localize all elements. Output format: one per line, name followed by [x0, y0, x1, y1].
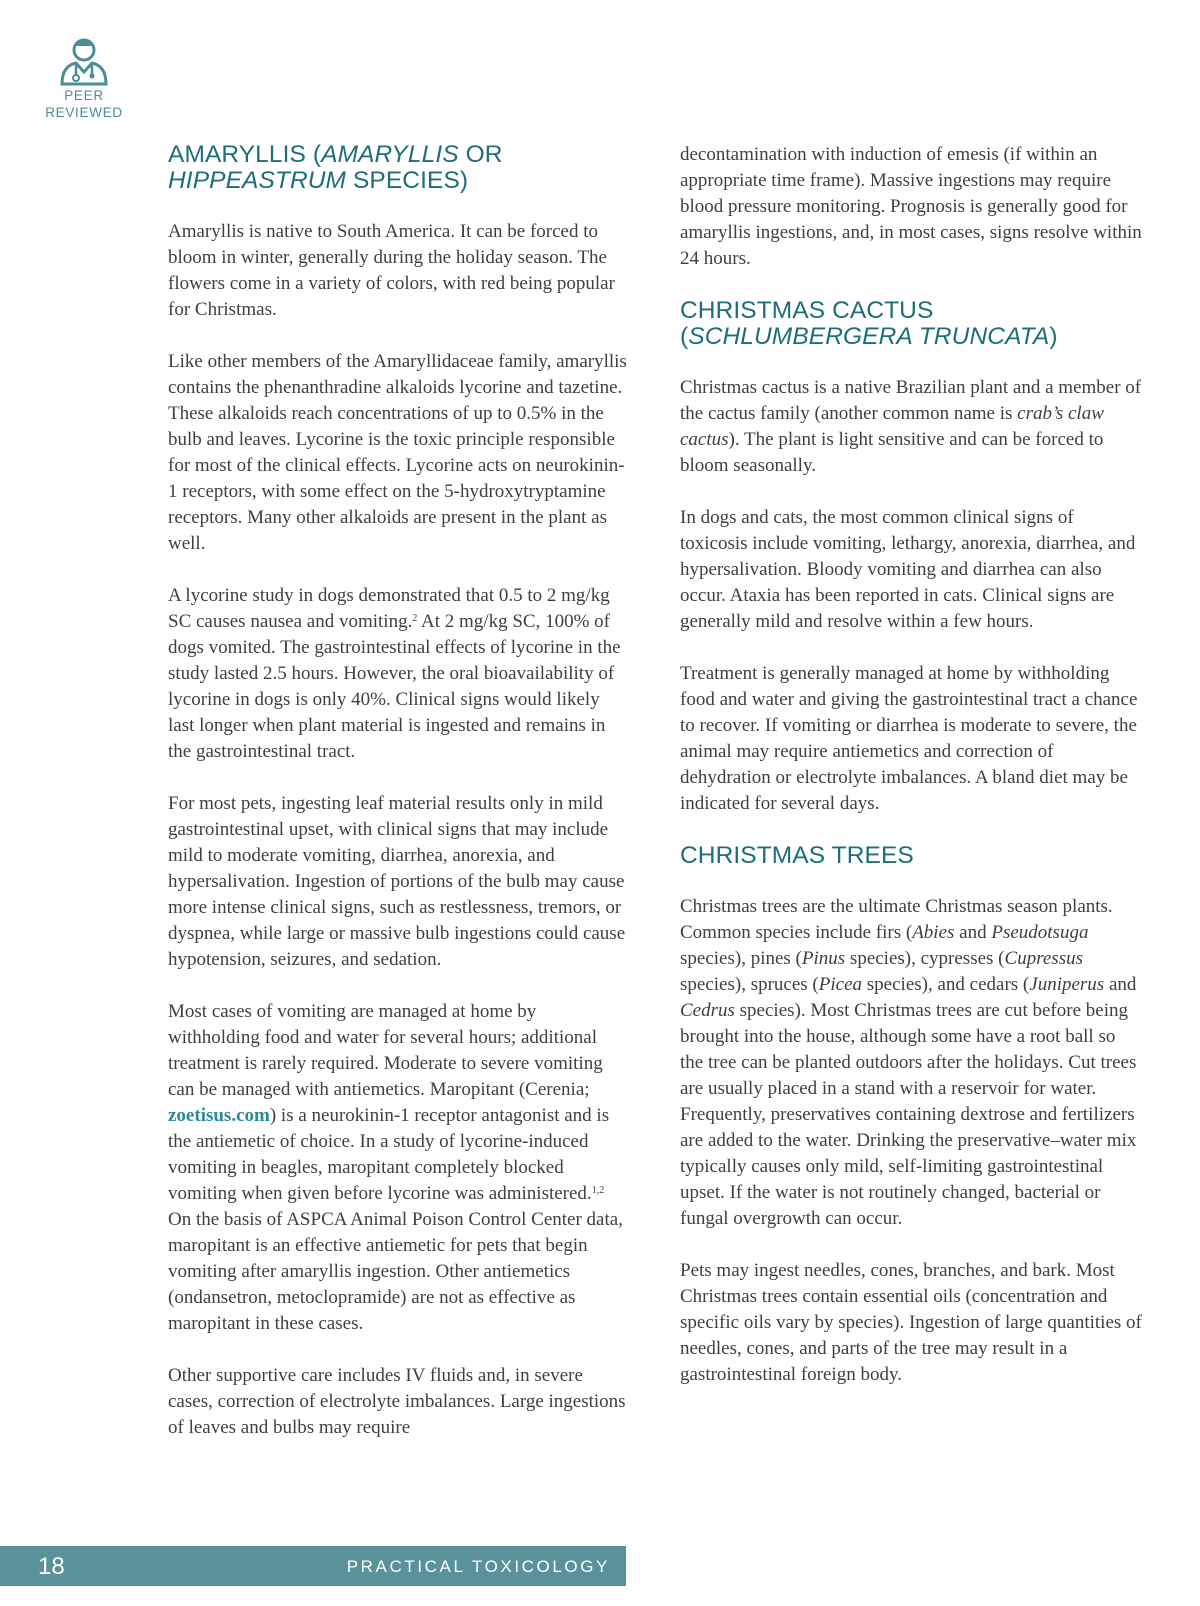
- cactus-para-1: Christmas cactus is a native Brazilian plant and a member of the cactus family (another common name is crab’s claw cactus). The plant is light sensitive and can be forced to bloom seasonally.: [680, 377, 1142, 476]
- amaryllis-para-3: A lycorine study in dogs demonstrated that 0.5 to 2 mg/kg SC causes nausea and vomiting.$^2$ At 2 mg/kg SC, 100% of dogs vomited. The gastrointestinal effects of lycorine in the study lasted 2.5 hours. However, the oral bioavailability of lycorine in dogs is only 40%. Clinical signs would likely last longer when plant material is ingested and remains in the gastrointestinal tract.: [168, 585, 621, 762]
- trees-para-2: Pets may ingest needles, cones, branches, and bark. Most Christmas trees contain essential oils (concentration and specific oils vary by species). Ingestion of large quantities of needles, cones, and parts of the tree may result in a gastrointestinal foreign body.: [680, 1260, 1142, 1385]
- page-footer: [0, 1546, 626, 1586]
- peer-label: PEER: [64, 88, 104, 103]
- trees-para-1: Christmas trees are the ultimate Christmas season plants. Common species include firs (Abies and Pseudotsuga species), pines (Pinus species), cypresses (Cupressus species), spruces (Picea species), and cedars (Juniperus and Cedrus species). Most Christmas trees are cut before being brought into the house, although some have a root ball so the tree can be planted outdoors after the holidays. Cut trees are usually placed in a stand with a reservoir for water. Frequently, preservatives containing dextrose and fertilizers are added to the water. Drinking the preservative–water mix typically causes only mild, self-limiting gastrointestinal upset. If the water is not routinely changed, bacterial or fungal overgrowth can occur.: [680, 896, 1137, 1229]
- page-number: 18: [38, 1553, 65, 1580]
- christmas-trees-heading: CHRISTMAS TREES: [680, 842, 914, 869]
- left-column: [168, 142, 630, 1467]
- amaryllis-para-continued: decontamination with induction of emesis (if within an appropriate time frame). Massive ingestions may require blood pressure monitoring. Prognosis is generally good for amaryllis ingestions, and, in most cases, signs resolve within 24 hours.: [680, 144, 1142, 269]
- peer-reviewed-badge: [40, 36, 128, 120]
- citation: 2: [412, 613, 418, 624]
- citation: 1,2: [591, 1185, 605, 1196]
- christmas-cactus-heading: CHRISTMAS CACTUS (SCHLUMBERGERA TRUNCATA): [680, 297, 1058, 350]
- amaryllis-para-6: Other supportive care includes IV fluids and, in severe cases, correction of electrolyte imbalances. Large ingestions of leaves and bulbs may require: [168, 1365, 626, 1438]
- zoetis-link[interactable]: zoetisus.com: [168, 1105, 270, 1126]
- amaryllis-para-2: Like other members of the Amaryllidaceae family, amaryllis contains the phenanthradine alkaloids lycorine and tazetine. These alkaloids reach concentrations of up to 0.5% in the bulb and leaves. Lycorine is the toxic principle responsible for most of the clinical effects. Lycorine acts on neurokinin-1 receptors, with some effect on the 5-hydroxytryptamine receptors. Many other alkaloids are present in the plant as well.: [168, 351, 627, 554]
- amaryllis-para-4: For most pets, ingesting leaf material results only in mild gastrointestinal upset, with clinical signs that may include mild to moderate vomiting, diarrhea, anorexia, and hypersalivation. Ingestion of portions of the bulb may cause more intense clinical signs, such as restlessness, tremors, or dyspnea, while large or massive bulb ingestions could cause hypotension, seizures, and sedation.: [168, 793, 626, 970]
- amaryllis-para-5: Most cases of vomiting are managed at home by withholding food and water for several hours; additional treatment is rarely required. Moderate to severe vomiting can be managed with antiemetics. Maropitant (Cerenia; zoetisus.com) is a neurokinin-1 receptor antagonist and is the antiemetic of choice. In a study of lycorine-induced vomiting in beagles, maropitant completely blocked vomiting when given before lycorine was administered.$^{1,2}$ On the basis of ASPCA Animal Poison Control Center data, maropitant is an effective antiemetic for pets that begin vomiting after amaryllis ingestion. Other antiemetics (ondansetron, metoclopramide) are not as effective as maropitant in these cases.: [168, 1001, 623, 1334]
- cactus-para-3: Treatment is generally managed at home by withholding food and water and giving the gastrointestinal tract a chance to recover. If vomiting or diarrhea is moderate to severe, the animal may require antiemetics and correction of dehydration or electrolyte imbalances. A bland diet may be indicated for several days.: [680, 663, 1138, 814]
- right-column: [680, 142, 1142, 1414]
- cactus-para-2: In dogs and cats, the most common clinical signs of toxicosis include vomiting, lethargy, anorexia, diarrhea, and hypersalivation. Bloody vomiting and diarrhea can also occur. Ataxia has been reported in cats. Clinical signs are generally mild and resolve within a few hours.: [680, 507, 1136, 632]
- journal-section-title: PRACTICAL TOXICOLOGY: [346, 1557, 610, 1576]
- amaryllis-heading: AMARYLLIS (AMARYLLIS OR HIPPEASTRUM SPECIES): [168, 141, 503, 194]
- amaryllis-para-1: Amaryllis is native to South America. It can be forced to bloom in winter, generally during the holiday season. The flowers come in a variety of colors, with red being popular for Christmas.: [168, 221, 615, 320]
- reviewed-label: REVIEWED: [45, 105, 123, 120]
- doctor-icon: [58, 36, 110, 86]
